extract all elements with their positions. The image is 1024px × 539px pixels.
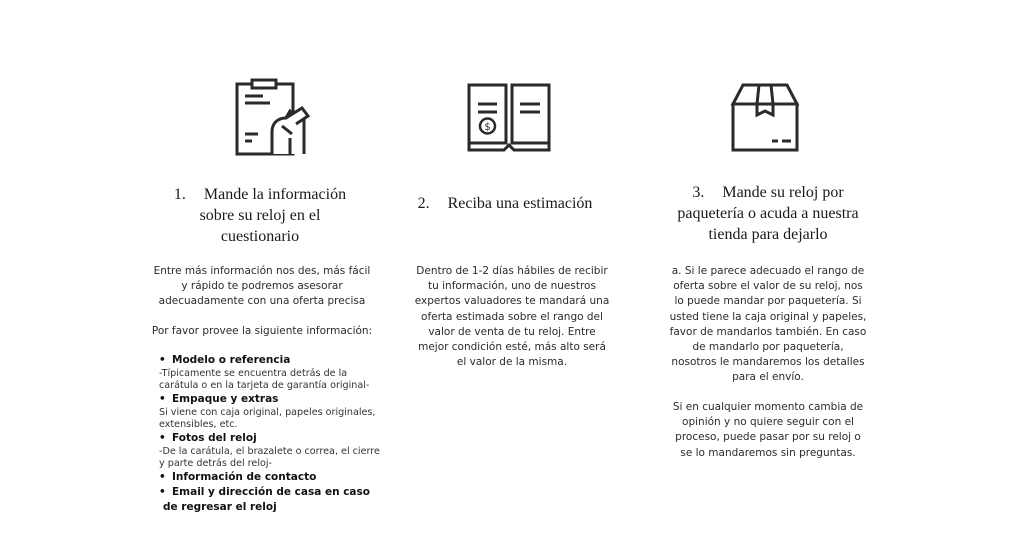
step-2-description: Dentro de 1-2 días hábiles de recibir tu información, uno de nuestros expertos valuadores te mandará una oferta estimada sobre el rango del valor de venta de tu reloj. Entre mejor condición esté, más alto será el valor de la misma. bbox=[414, 265, 610, 369]
step-1-number: 1. bbox=[173, 186, 186, 203]
step-1-title: 1. Mande la información sobre su reloj en el cuestionario bbox=[173, 186, 347, 245]
step-2-title: 2. Reciba una estimación bbox=[417, 195, 593, 212]
step-3-number: 3. bbox=[692, 184, 705, 201]
package-box-icon bbox=[729, 82, 801, 154]
clipboard-pen-icon bbox=[232, 78, 312, 158]
list-item: • Fotos del reloj -De la carátula, el brazalete o correa, el cierre y parte detrás del reloj- bbox=[159, 432, 380, 469]
list-item: • Modelo o referencia -Típicamente se encuentra detrás de la carátula o en la tarjeta de garantía original- bbox=[159, 354, 370, 391]
step-3-title: 3. Mande su reloj por paquetería o acuda a nuestra tienda para dejarlo bbox=[677, 184, 859, 243]
info-list bbox=[159, 353, 399, 515]
svg-text:$: $ bbox=[484, 122, 491, 133]
list-item: • Email y dirección de casa en caso de regresar el reloj bbox=[159, 486, 370, 513]
step-2-number: 2. bbox=[417, 195, 430, 212]
list-item: • Información de contacto bbox=[159, 471, 317, 483]
step-1-request: Por favor provee la siguiente información: bbox=[151, 325, 373, 337]
list-item: • Empaque y extras Si viene con caja original, papeles originales, extensibles, etc. bbox=[159, 393, 376, 430]
step-1-intro: Entre más información nos des, más fácil y rápido te podremos asesorar adecuadamente con una oferta precisa bbox=[153, 265, 371, 308]
step-3-note: Si en cualquier momento cambia de opinión y no quiere seguir con el proceso, puede pasar por su reloj o se lo mandaremos sin preguntas. bbox=[672, 401, 864, 459]
step-3-description: a. Si le parece adecuado el rango de oferta sobre el valor de su reloj, nos lo puede mandar por paquetería. Si usted tiene la caja original y papeles, favor de mandarlos también. En caso de mandarlo por paquetería, nosotros le mandaremos los detalles para el envío. bbox=[669, 265, 867, 384]
book-money-icon bbox=[466, 82, 552, 154]
